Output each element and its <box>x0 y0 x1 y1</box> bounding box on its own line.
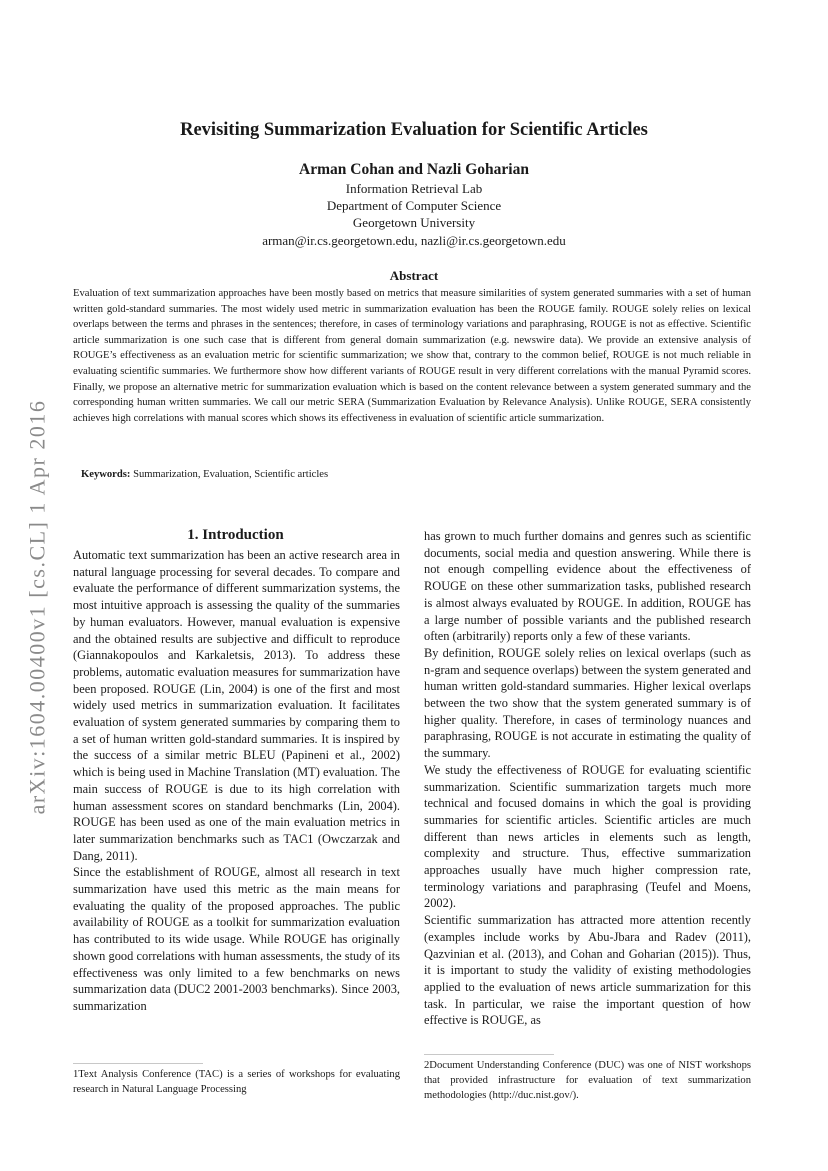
paragraph: By definition, ROUGE solely relies on lexical overlaps (such as n-gram and sequence overlaps) between the system generated and human written gold-standard summaries. Higher lexical overlaps between the two show that the system generated summary is of higher quality. Therefore, in cases of terminology nuances and paraphrasing, ROUGE is not accurate in estimating the quality of the summary. <box>424 645 751 761</box>
paper-title: Revisiting Summarization Evaluation for Scientific Articles <box>180 120 648 140</box>
right-column <box>424 528 751 1029</box>
author-affiliation <box>0 180 828 249</box>
footnote-rule-left <box>73 1063 203 1064</box>
paragraph: has grown to much further domains and genres such as scientific documents, social media and question answering. While there is not enough compelling evidence about the effectiveness of ROUGE on these other summarization tasks, published research is almost always evaluated by ROUGE. In addition, ROUGE has a large number of possible variants and the published research often (arbitrarily) reports only a few of these variants. <box>424 529 751 644</box>
paragraph: We study the effectiveness of ROUGE for evaluating scientific summarization. Scientific summarization targets much more technical and focused domains in which the goal is providing summaries for scientific articles. Scientific articles are much different than news articles in elements such as length, complexity and structure. Thus, effective summarization approaches usually have much higher compression rate, terminology variations and paraphrasing (Teufel and Moens, 2002). <box>424 762 751 911</box>
abstract-text: Evaluation of text summarization approaches have been mostly based on metrics that measure similarities of system generated summaries with a set of human written gold-standard summaries. The most widely used metric in summarization evaluation has been the ROUGE family. ROUGE solely relies on lexical overlaps between the terms and phrases in the sentences; therefore, in cases of terminology variations and paraphrasing, ROUGE is not as effective. Scientific article summarization is one such case that is different from general domain summarization (e.g. newswire data). We provide an extensive analysis of ROUGE’s effectiveness as an evaluation metric for scientific summarization; we show that, contrary to the common belief, ROUGE is not much reliable in evaluating scientific summaries. We furthermore show how different variants of ROUGE result in very different correlations with the manual Pyramid scores. Finally, we propose an alternative metric for summarization evaluation which is based on the content relevance between a system generated summary and the corresponding human written summaries. We call our metric SERA (Summarization Evaluation by Relevance Analysis). Unlike ROUGE, SERA consistently achieves high correlations with manual scores which shows its effectiveness in evaluation of scientific article summarization. <box>73 288 751 424</box>
paper-authors: Arman Cohan and Nazli Goharian <box>299 161 529 178</box>
footnote-2: 2Document Understanding Conference (DUC) was one of NIST workshops that provided infrastructure for evaluation of text summarization methodologies (http://duc.nist.gov/). <box>424 1060 751 1101</box>
author-emails[interactable]: arman@ir.cs.georgetown.edu, nazli@ir.cs.georgetown.edu <box>262 232 566 248</box>
arxiv-id-text: arXiv:1604.00400v1 [cs.CL] 1 Apr 2016 <box>24 399 50 815</box>
keywords-label: Keywords: <box>81 469 131 480</box>
arxiv-identifier <box>22 370 52 845</box>
paragraph: Automatic text summarization has been an active research area in natural language processing for several decades. To compare and evaluate the performance of different summarization systems, the most intuitive approach is assessing the quality of the summaries by human evaluators. However, manual evaluation is expensive and the obtained results are subjective and difficult to reproduce (Giannakopoulos and Karkaletsis, 2013). To address these problems, automatic evaluation measures for summarization have been proposed. ROUGE (Lin, 2004) is one of the first and most widely used metrics in summarization evaluation. It facilitates evaluation of system generated summaries by comparing them to a set of human written gold-standard summaries. It is inspired by the success of a similar metric BLEU (Papineni et al., 2002) which is being used in Machine Translation (MT) evaluation. The main success of ROUGE is due to its high correlation with human assessment scores on standard benchmarks (Lin, 2004). ROUGE has been used as one of the main evaluation metrics in later summarization benchmarks such as TAC1 (Owczarzak and Dang, 2011). <box>73 548 400 863</box>
section-heading-introduction: 1. Introduction <box>187 527 284 543</box>
footnote-1: 1Text Analysis Conference (TAC) is a series of workshops for evaluating research in Natural Language Processing <box>73 1069 400 1095</box>
keywords-line <box>81 469 328 480</box>
left-column <box>73 547 400 1015</box>
paragraph: Since the establishment of ROUGE, almost all research in text summarization have used this metric as the main means for evaluating the quality of the proposed approaches. The public availability of ROUGE as a toolkit for summarization evaluation has contributed to its wide usage. While ROUGE has originally shown good correlations with human assessments, the study of its effectiveness was only limited to a few benchmarks on news summarization data (DUC2 2001-2003 benchmarks). Since 2003, summarization <box>73 865 400 1013</box>
affiliation-department: Department of Computer Science <box>326 198 502 214</box>
footnote-rule-right <box>424 1054 554 1055</box>
affiliation-university: Georgetown University <box>352 215 476 231</box>
abstract-heading: Abstract <box>389 268 439 283</box>
keywords-list: Summarization, Evaluation, Scientific articles <box>133 469 329 480</box>
affiliation-lab: Information Retrieval Lab <box>345 181 483 196</box>
paragraph: Scientific summarization has attracted more attention recently (examples include works by Abu-Jbara and Radev (2011), Qazvinian et al. (2013), and Cohan and Goharian (2015)). Thus, it is important to study the validity of existing methodologies applied to the evaluation of news article summarization for this task. In particular, we raise the important question of how effective is ROUGE, as <box>424 913 751 1028</box>
